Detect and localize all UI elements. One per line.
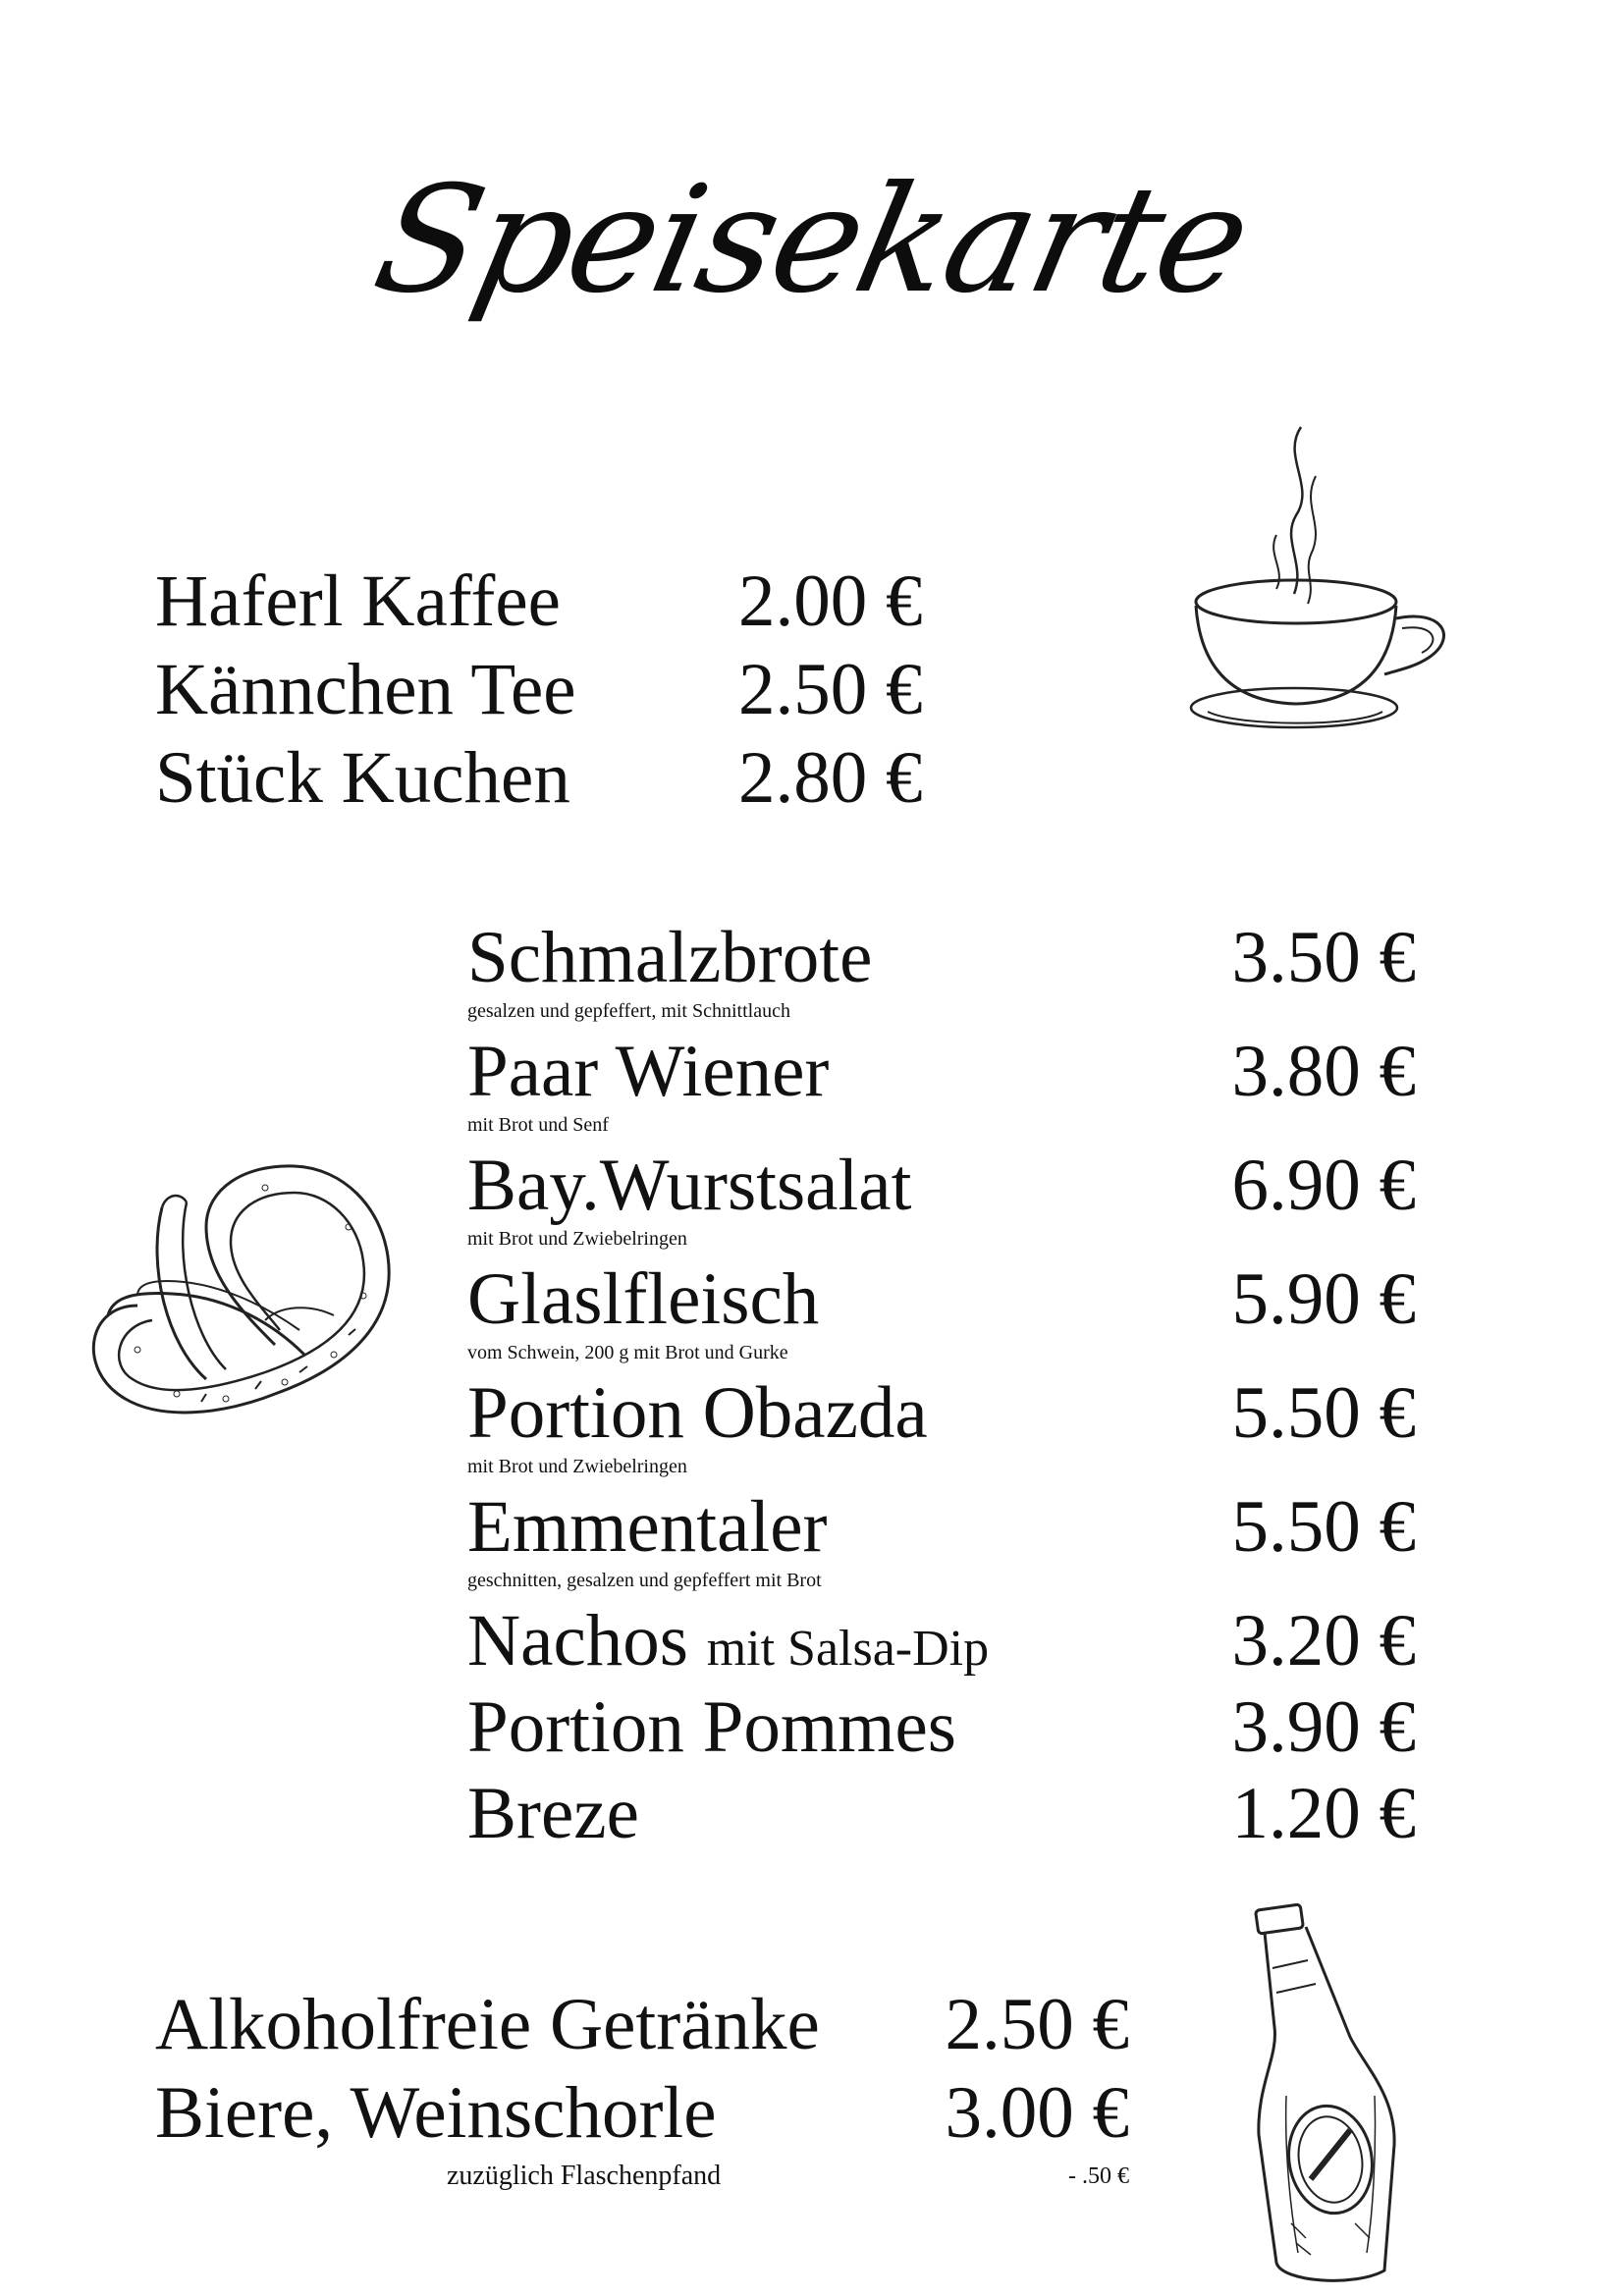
menu-item-description: vom Schwein, 200 g mit Brot und Gurke [467, 1342, 788, 1363]
menu-item-description: geschnitten, gesalzen und gepfeffert mit Brot [467, 1570, 822, 1591]
menu-item-description: mit Brot und Senf [467, 1114, 609, 1136]
menu-item-name: Paar Wiener [467, 1031, 830, 1112]
menu-item-name: Breze [467, 1773, 639, 1854]
menu-item-description: mit Brot und Zwiebelringen [467, 1228, 687, 1250]
menu-item-name: Portion Obazda [467, 1372, 928, 1454]
menu-item-price: 3.90 € [1231, 1686, 1416, 1768]
deposit-price: - .50 € [1068, 2163, 1129, 2189]
menu-item-nachos [467, 1600, 990, 1682]
menu-item-name: Haferl Kaffee [155, 561, 561, 642]
menu-item-description: mit Brot und Zwiebelringen [467, 1456, 687, 1477]
menu-item-price: 5.50 € [1231, 1372, 1416, 1454]
menu-item-name: Glaslfleisch [467, 1258, 820, 1340]
menu-item-name: Stück Kuchen [155, 737, 570, 819]
menu-item-suffix: mit Salsa-Dip [706, 1621, 990, 1677]
pretzel-icon [69, 1148, 412, 1433]
menu-item-price: 2.50 € [945, 1984, 1129, 2065]
menu-item-price: 2.80 € [738, 737, 923, 819]
menu-item-name: Nachos [467, 1600, 688, 1682]
menu-item-name: Alkoholfreie Getränke [155, 1984, 820, 2065]
menu-item-description: gesalzen und gepfeffert, mit Schnittlauch [467, 1000, 790, 1022]
menu-item-price: 2.00 € [738, 561, 923, 642]
menu-item-name: Bay.Wurstsalat [467, 1145, 912, 1226]
coffee-cup-icon [1178, 417, 1463, 741]
deposit-label: zuzüglich Flaschenpfand [447, 2161, 722, 2191]
menu-item-price: 3.50 € [1231, 917, 1416, 998]
menu-item-price: 3.20 € [1231, 1600, 1416, 1682]
menu-item-name: Kännchen Tee [155, 649, 576, 730]
menu-item-name: Biere, Weinschorle [155, 2072, 717, 2154]
menu-item-name: Emmentaler [467, 1486, 828, 1568]
menu-item-price: 3.80 € [1231, 1031, 1416, 1112]
menu-item-price: 1.20 € [1231, 1773, 1416, 1854]
menu-item-name: Schmalzbrote [467, 917, 873, 998]
menu-item-price: 5.90 € [1231, 1258, 1416, 1340]
page-title: Speisekarte [361, 155, 1263, 326]
menu-item-price: 5.50 € [1231, 1486, 1416, 1568]
menu-item-name: Portion Pommes [467, 1686, 956, 1768]
beer-bottle-icon [1237, 1899, 1434, 2292]
menu-item-price: 6.90 € [1231, 1145, 1416, 1226]
menu-item-price: 2.50 € [738, 649, 923, 730]
menu-item-price: 3.00 € [945, 2072, 1129, 2154]
